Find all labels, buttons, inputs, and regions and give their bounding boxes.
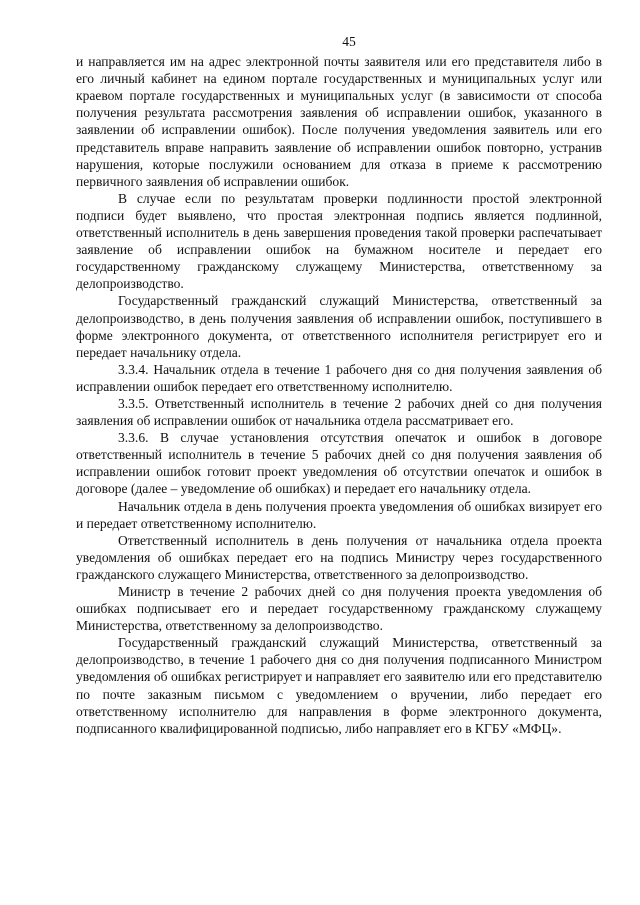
paragraph-3-3-5: 3.3.5. Ответственный исполнитель в течение 2 рабочих дней со дня получения заявления об исправлении ошибок от начальника отдела рассматривает его. bbox=[76, 395, 602, 429]
paragraph-registration: Государственный гражданский служащий Министерства, ответственный за делопроизводство, в день получения заявления об исправлении ошибок, поступившего в форме электронного документа, от ответственного исполнителя регистрирует его и передает начальнику отдела. bbox=[76, 293, 602, 360]
paragraph-continuation: и направляется им на адрес электронной почты заявителя или его представителя либо в его личный кабинет на едином портале государственных и муниципальных услуг или краевом портале государственных и муниципальных услуг (в зависимости от способа получения результата рассмотрения заявления об исправлении ошибок, указанного в заявлении об исправлении ошибок). После получения уведомления заявитель или его представитель вправе направить заявление об исправлении ошибок повторно, устранив нарушения, которые послужили основанием для отказа в приеме к рассмотрению первичного заявления об исправлении ошибок. bbox=[76, 54, 602, 189]
paragraph-head-approval: Начальник отдела в день получения проекта уведомления об ошибках визирует его и передает ответственному исполнителю. bbox=[76, 498, 602, 531]
paragraph-3-3-4: 3.3.4. Начальник отдела в течение 1 рабочего дня со дня получения заявления об исправлении ошибок передает его ответственному исполнителю. bbox=[76, 361, 602, 394]
paragraph-dispatch: Государственный гражданский служащий Министерства, ответственный за делопроизводство, в течение 1 рабочего дня со дня получения подписанного Министром уведомления об ошибках регистрирует и направляет его заявителю или его представителю по почте заказным письмом с уведомлением о вручении, либо передает его ответственному исполнителю для направления в форме электронного документа, подписанного квалифицированной подписью, либо направляет его в КГБУ «МФЦ». bbox=[76, 635, 602, 736]
paragraph-minister-signs: Министр в течение 2 рабочих дней со дня получения проекта уведомления об ошибках подписывает его и передает государственному гражданскому служащему Министерства, ответственному за делопроизводство. bbox=[76, 584, 602, 634]
paragraph-3-3-6: 3.3.6. В случае установления отсутствия опечаток и ошибок в договоре ответственный исполнитель в течение 5 рабочих дней со дня получения заявления об исправлении ошибок готовит проект уведомления об отсутствии опечаток и ошибок в договоре (далее – уведомление об ошибках) и передает его начальнику отдела. bbox=[76, 430, 602, 497]
page-number: 45 bbox=[342, 34, 356, 49]
paragraph-to-minister: Ответственный исполнитель в день получения от начальника отдела проекта уведомления об ошибках передает его на подпись Министру через государственного гражданского служащего Министерства, ответственного за делопроизводство. bbox=[76, 532, 602, 582]
paragraph-signature-check: В случае если по результатам проверки подлинности простой электронной подписи будет выявлено, что простая электронная подпись является подлинной, ответственный исполнитель в день завершения проведения такой проверки распечатывает заявление об исправлении ошибок на бумажном носителе и передает его государственному гражданскому служащему Министерства, ответственному за делопроизводство. bbox=[76, 190, 602, 292]
